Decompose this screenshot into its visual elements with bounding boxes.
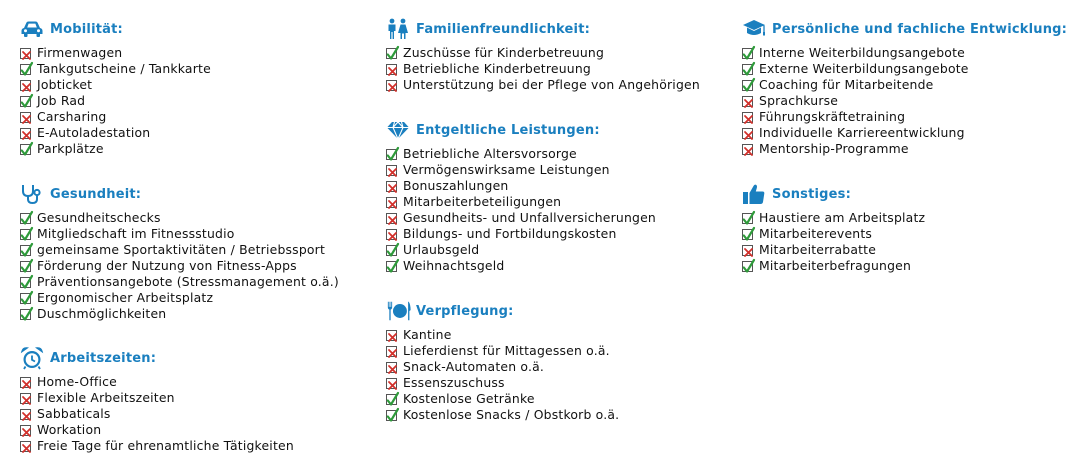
item-label: Carsharing [37,109,107,124]
item-label: Bildungs- und Fortbildungskosten [403,226,617,241]
item-label: Essenszuschuss [403,375,505,390]
section-sonstiges [742,182,925,274]
checklist [742,210,925,274]
item-label: Zuschüsse für Kinderbetreuung [403,45,605,60]
checkmark-icon [386,245,397,256]
list-item [20,77,211,93]
list-item [20,61,211,77]
thumbs-up-icon [742,182,768,206]
checklist [20,374,294,454]
section-header [20,346,294,370]
item-label: Freie Tage für ehrenamtliche Tätigkeiten [37,438,294,453]
item-label: Coaching für Mitarbeitende [759,77,934,92]
list-item [386,61,700,77]
section-title: Entgeltliche Leistungen: [416,122,600,138]
checklist [742,45,1067,157]
list-item [386,45,700,61]
checkmark-icon [20,261,31,272]
list-item [386,407,619,423]
checkmark-icon [20,144,31,155]
checkmark-icon [20,64,31,75]
item-label: Duschmöglichkeiten [37,306,167,321]
section-arbeitszeiten [20,346,294,454]
cross-icon [386,346,397,357]
list-item [20,45,211,61]
section-header [20,17,211,41]
section-gesundheit [20,182,339,322]
checkmark-icon [20,213,31,224]
list-item [742,210,925,226]
item-label: Workation [37,422,102,437]
graduation-cap-icon [742,17,768,41]
cross-icon [20,425,31,436]
section-header [20,182,339,206]
cross-icon [386,213,397,224]
item-label: E-Autoladestation [37,125,151,140]
item-label: Individuelle Karriereentwicklung [759,125,965,140]
plate-cutlery-icon [386,299,412,323]
cross-icon [742,96,753,107]
cross-icon [20,377,31,388]
checkmark-icon [742,229,753,240]
section-title: Mobilität: [50,21,123,37]
list-item [386,178,656,194]
checkmark-icon [742,80,753,91]
checkmark-icon [20,245,31,256]
list-item [20,390,294,406]
checklist [20,45,211,157]
cross-icon [20,80,31,91]
checklist [386,45,700,93]
section-header [386,17,700,41]
checkmark-icon [20,96,31,107]
list-item [742,45,1067,61]
item-label: Job Rad [37,93,86,108]
item-label: Mitarbeiterbeteiligungen [403,194,562,209]
list-item [742,109,1067,125]
diamond-icon [386,118,412,142]
checkmark-icon [386,394,397,405]
section-mobilitaet [20,17,211,157]
cross-icon [386,229,397,240]
item-label: Präventionsangebote (Stressmanagement o.ä.) [37,274,339,289]
checkmark-icon [20,229,31,240]
checklist [386,327,619,423]
list-item [742,93,1067,109]
list-item [386,194,656,210]
list-item [742,125,1067,141]
item-label: Sabbaticals [37,406,111,421]
item-label: Lieferdienst für Mittagessen o.ä. [403,343,610,358]
list-item [20,306,339,322]
item-label: Mitgliedschaft im Fitnessstudio [37,226,235,241]
item-label: Home-Office [37,374,117,389]
cross-icon [20,112,31,123]
section-header [386,118,656,142]
item-label: Urlaubsgeld [403,242,480,257]
item-label: Förderung der Nutzung von Fitness-Apps [37,258,297,273]
list-item [742,226,925,242]
item-label: Mitarbeiterbefragungen [759,258,912,273]
section-title: Sonstiges: [772,186,852,202]
item-label: Betriebliche Altersvorsorge [403,146,577,161]
section-title: Arbeitszeiten: [50,350,157,366]
checkmark-icon [386,410,397,421]
list-item [386,146,656,162]
item-label: Mentorship-Programme [759,141,909,156]
cross-icon [386,362,397,373]
list-item [386,242,656,258]
list-item [742,242,925,258]
list-item [386,226,656,242]
cross-icon [386,80,397,91]
cross-icon [20,393,31,404]
checkmark-icon [20,277,31,288]
item-label: Kostenlose Getränke [403,391,535,406]
item-label: Tankgutscheine / Tankkarte [37,61,211,76]
checkmark-icon [742,261,753,272]
cross-icon [386,330,397,341]
section-verpflegung [386,299,619,423]
cross-icon [386,378,397,389]
cross-icon [742,144,753,155]
item-label: Bonuszahlungen [403,178,509,193]
list-item [742,61,1067,77]
list-item [20,226,339,242]
cross-icon [20,409,31,420]
checkmark-icon [742,64,753,75]
cross-icon [20,128,31,139]
item-label: Sprachkurse [759,93,839,108]
item-label: Gesundheits- und Unfallversicherungen [403,210,656,225]
checkmark-icon [742,213,753,224]
list-item [20,125,211,141]
item-label: Unterstützung bei der Pflege von Angehörigen [403,77,700,92]
item-label: Externe Weiterbildungsangebote [759,61,969,76]
list-item [20,258,339,274]
checkmark-icon [386,149,397,160]
item-label: Betriebliche Kinderbetreuung [403,61,591,76]
item-label: Kostenlose Snacks / Obstkorb o.ä. [403,407,620,422]
section-header [386,299,619,323]
checkmark-icon [742,48,753,59]
list-item [742,141,1067,157]
item-label: Kantine [403,327,452,342]
item-label: Führungskräftetraining [759,109,906,124]
list-item [20,422,294,438]
section-title: Gesundheit: [50,186,142,202]
cross-icon [20,441,31,452]
list-item [386,359,619,375]
item-label: Gesundheitschecks [37,210,161,225]
list-item [742,77,1067,93]
checkmark-icon [386,261,397,272]
item-label: Vermögenswirksame Leistungen [403,162,610,177]
alarm-clock-icon [20,346,46,370]
item-label: Interne Weiterbildungsangebote [759,45,965,60]
item-label: Snack-Automaten o.ä. [403,359,545,374]
stethoscope-icon [20,182,46,206]
section-title: Verpflegung: [416,303,514,319]
car-icon [20,17,46,41]
item-label: Ergonomischer Arbeitsplatz [37,290,214,305]
list-item [386,327,619,343]
list-item [20,141,211,157]
checkmark-icon [386,48,397,59]
cross-icon [742,112,753,123]
list-item [386,210,656,226]
list-item [20,290,339,306]
cross-icon [386,181,397,192]
section-title: Familienfreundlichkeit: [416,21,591,37]
list-item [20,93,211,109]
item-label: Mitarbeiterevents [759,226,873,241]
item-label: gemeinsame Sportaktivitäten / Betriebssport [37,242,326,257]
list-item [20,438,294,454]
item-label: Mitarbeiterrabatte [759,242,877,257]
checkmark-icon [20,293,31,304]
list-item [20,109,211,125]
section-title: Persönliche und fachliche Entwicklung: [772,21,1068,37]
list-item [20,242,339,258]
list-item [386,391,619,407]
section-familie [386,17,700,93]
section-entwicklung [742,17,1067,157]
cross-icon [386,165,397,176]
checklist [20,210,339,322]
cross-icon [20,48,31,59]
cross-icon [386,197,397,208]
checklist [386,146,656,274]
list-item [386,77,700,93]
family-icon [386,17,412,41]
section-entgelt [386,118,656,274]
list-item [386,162,656,178]
list-item [386,343,619,359]
list-item [20,374,294,390]
item-label: Firmenwagen [37,45,123,60]
checkmark-icon [20,309,31,320]
item-label: Parkplätze [37,141,104,156]
section-header [742,182,925,206]
list-item [386,375,619,391]
list-item [742,258,925,274]
cross-icon [742,128,753,139]
section-header [742,17,1067,41]
list-item [20,406,294,422]
cross-icon [742,245,753,256]
item-label: Haustiere am Arbeitsplatz [759,210,926,225]
cross-icon [386,64,397,75]
item-label: Weihnachtsgeld [403,258,505,273]
list-item [20,210,339,226]
item-label: Jobticket [37,77,93,92]
item-label: Flexible Arbeitszeiten [37,390,175,405]
list-item [386,258,656,274]
list-item [20,274,339,290]
